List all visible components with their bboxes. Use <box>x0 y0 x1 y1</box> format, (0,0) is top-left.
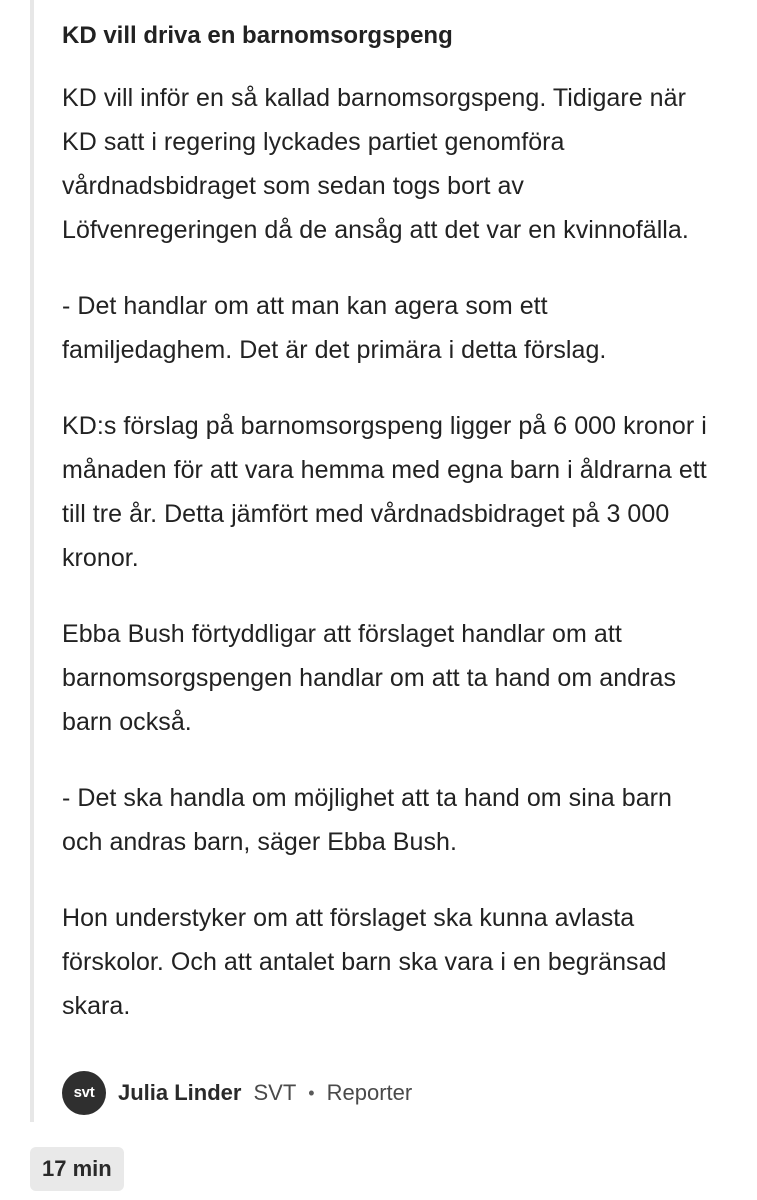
post-title: KD vill driva en barnomsorgspeng <box>62 22 453 49</box>
post-paragraph-2: - Det handlar om att man kan agera som ett familjedaghem. Det är det primära i detta förslag. <box>62 292 607 364</box>
live-post <box>62 18 712 1060</box>
author-name[interactable]: Julia Linder <box>118 1080 242 1105</box>
timestamp-badge: 17 min <box>30 1147 124 1191</box>
post-paragraph-3: KD:s förslag på barnomsorgspeng ligger på 6 000 kronor i månaden för att vara hemma med egna barn i åldrarna ett till tre år. Detta jämfört med vårdnadsbidraget på 3 000 kronor. <box>62 412 707 572</box>
author-byline <box>62 1071 412 1115</box>
author-outlet: SVT <box>253 1080 297 1105</box>
post-paragraph-4: Ebba Bush förtyddligar att förslaget handlar om att barnomsorgspengen handlar om att ta hand om andras barn också. <box>62 620 676 736</box>
post-paragraph-5: - Det ska handla om möjlighet att ta hand om sina barn och andras barn, säger Ebba Bush. <box>62 784 672 856</box>
byline-separator: • <box>308 1083 315 1103</box>
timeline-rule <box>30 0 34 1122</box>
author-role: Reporter <box>326 1080 413 1105</box>
post-paragraph-1: KD vill inför en så kallad barnomsorgspeng. Tidigare när KD satt i regering lyckades partiet genomföra vårdnadsbidraget som sedan togs bort av Löfvenregeringen då de ansåg att det var en kvinnofälla. <box>62 84 689 244</box>
post-paragraph-6: Hon understyker om att förslaget ska kunna avlasta förskolor. Och att antalet barn ska vara i en begränsad skara. <box>62 904 667 1020</box>
avatar: svt <box>62 1071 106 1115</box>
